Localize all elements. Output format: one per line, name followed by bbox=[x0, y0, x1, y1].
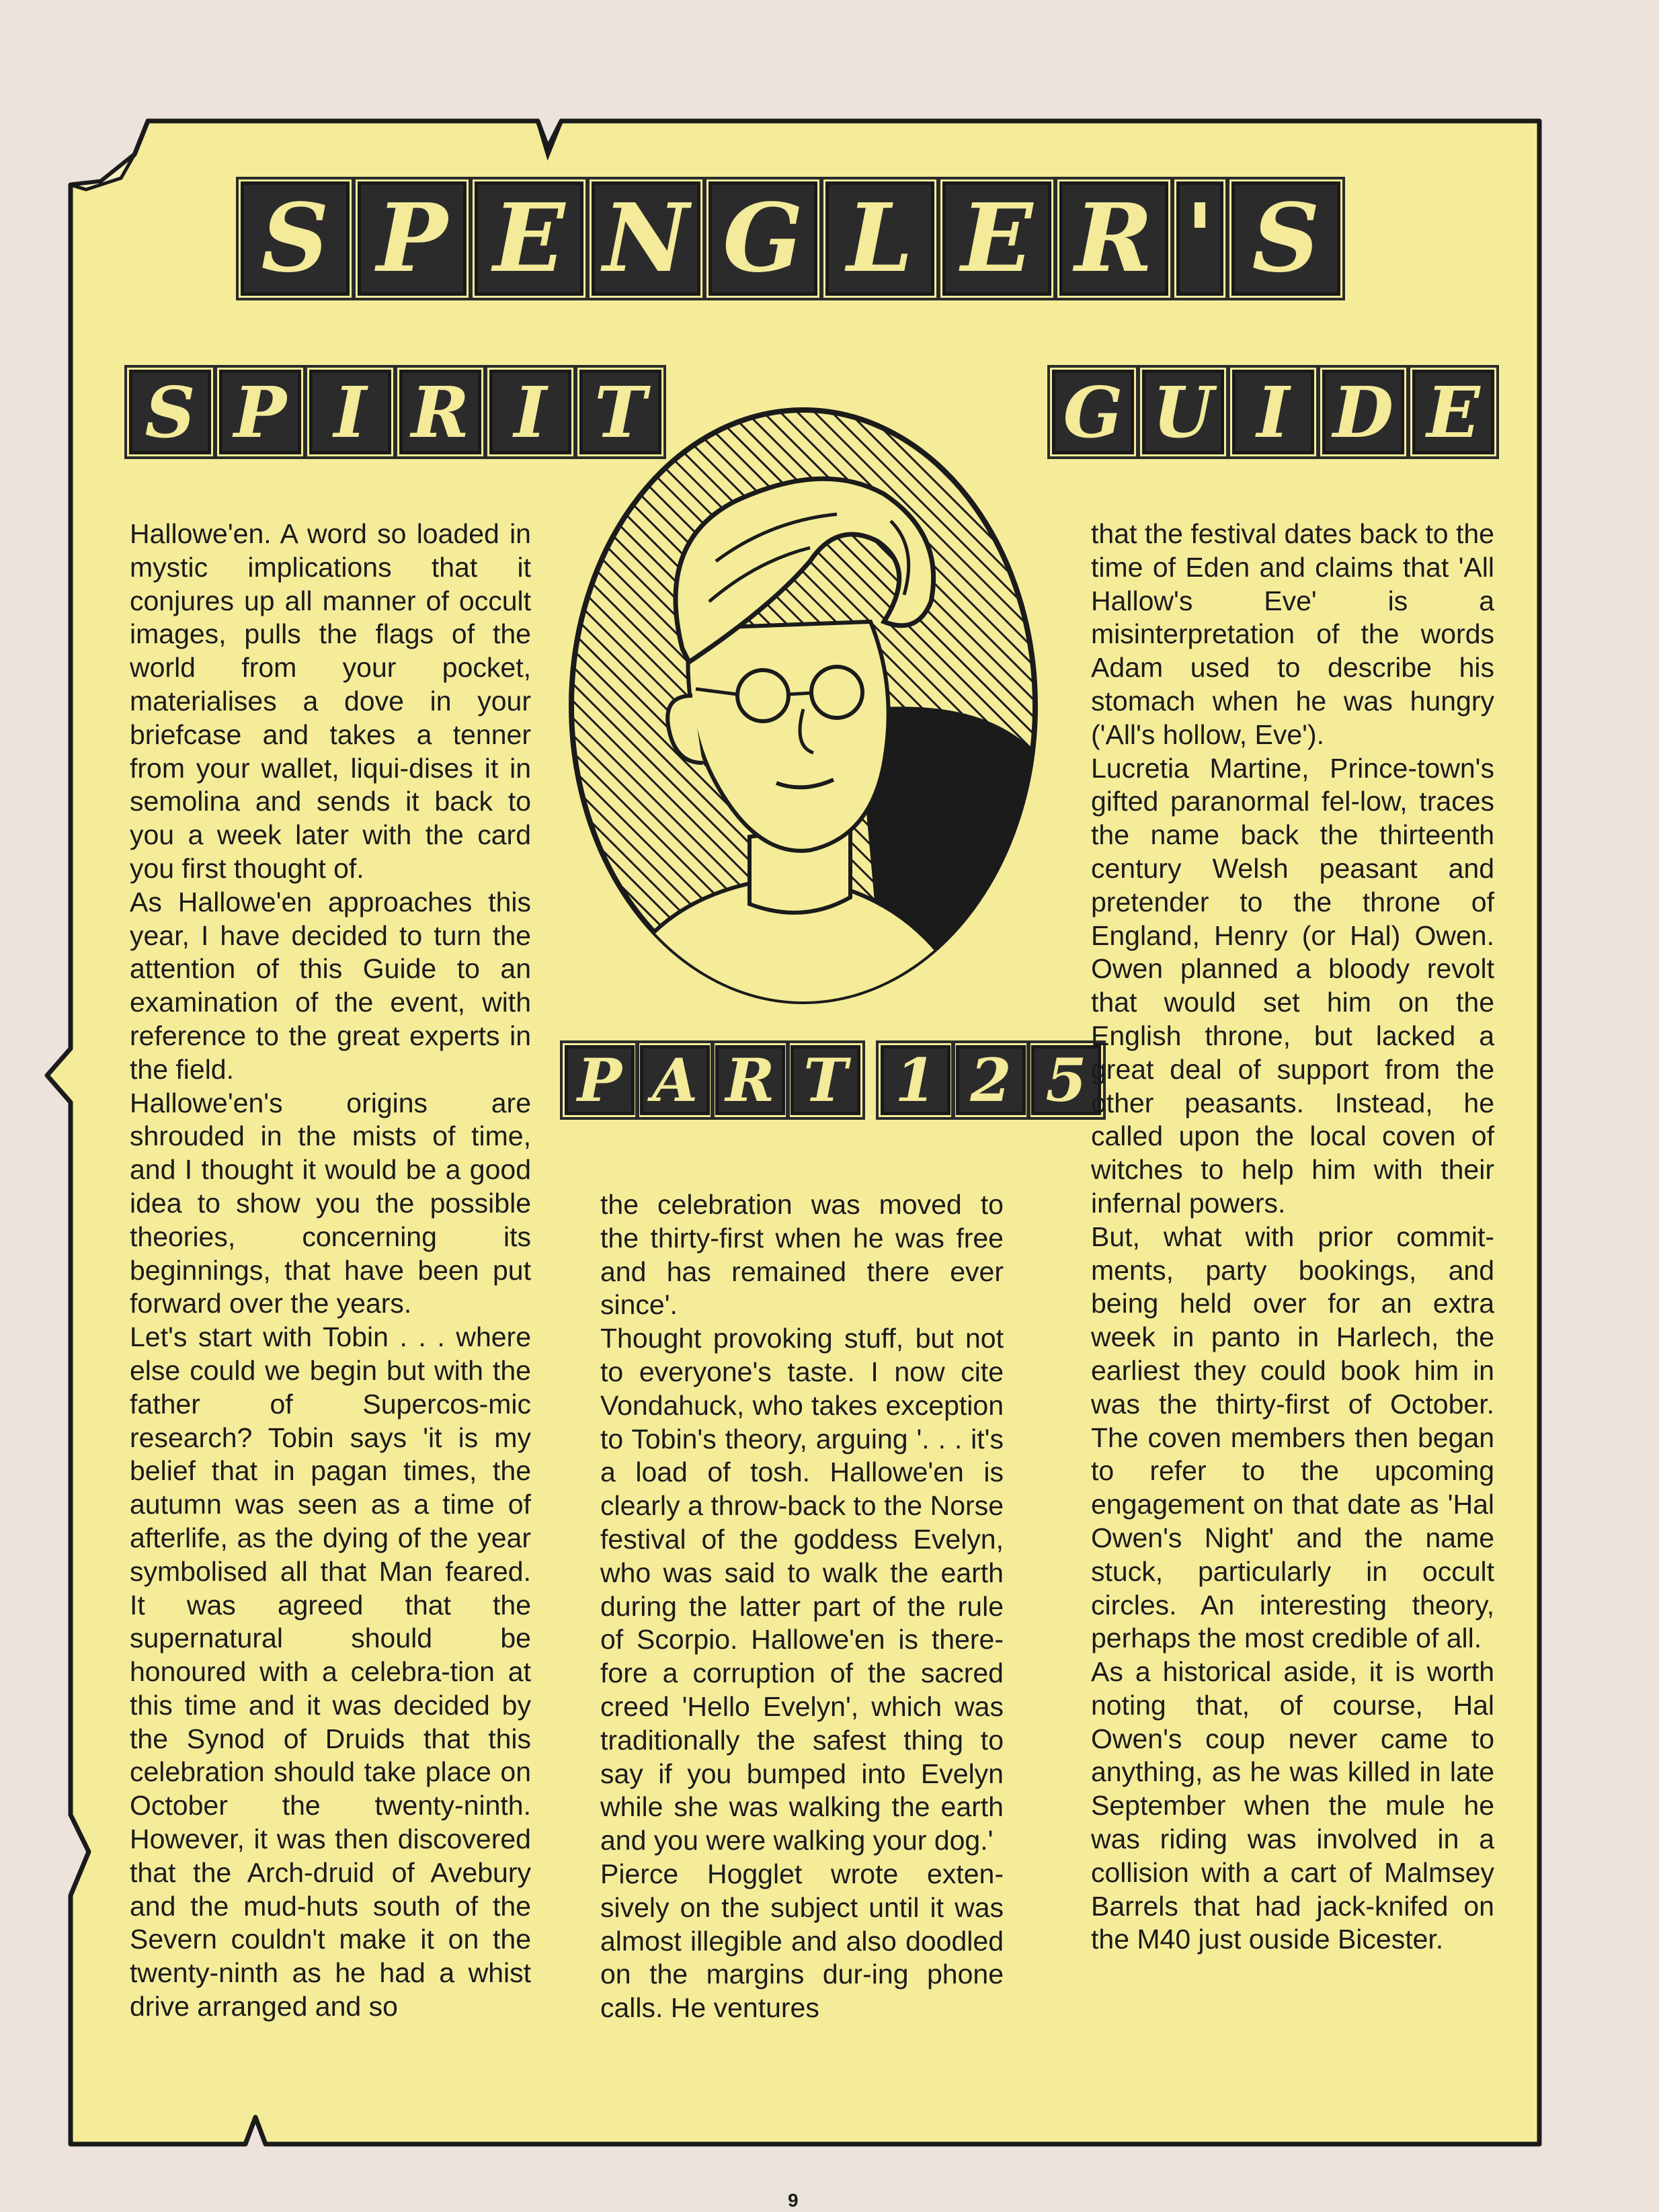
paragraph: Pierce Hogglet wrote exten-sively on the subject until it was almost illegible and also doodled on the margins dur-ing phone calls. He ventures bbox=[600, 1858, 1004, 2024]
title-tile: G bbox=[709, 181, 817, 296]
title-tile: G bbox=[1052, 370, 1134, 454]
paragraph: But, what with prior commit-ments, party bookings, and being held over for an extra week in panto in Harlech, the earliest they could book him in was the thirty-first of October. The coven members then began to refer to the upcoming engagement on that date as 'Hal Owen's Night' and the name stuck, particularly in occult circles. An interesting theory, perhaps the most credible of all. bbox=[1091, 1221, 1494, 1654]
title-tile: I bbox=[309, 370, 391, 454]
title-tile: T bbox=[579, 370, 661, 454]
paragraph: Hallowe'en. A word so loaded in mystic implications that it conjures up all manner of occult images, pulls the flags of the world from your pocket, materialises a dove in your briefcase and takes a tenner from your wallet, liqui-dises it in semolina and sends it back to you a week later with the card you first thought of. bbox=[130, 518, 531, 884]
part-number-tile: 2 bbox=[956, 1045, 1026, 1115]
title-tile: ' bbox=[1176, 181, 1223, 296]
paragraph: the celebration was moved to the thirty-first when he was free and has remained there ever since'. bbox=[600, 1189, 1004, 1321]
title-guide bbox=[1052, 370, 1494, 454]
title-tile: E bbox=[942, 181, 1051, 296]
title-tile: U bbox=[1142, 370, 1224, 454]
title-spenglers bbox=[241, 181, 1340, 296]
title-tile: D bbox=[1322, 370, 1404, 454]
title-tile: S bbox=[241, 181, 350, 296]
title-tile: E bbox=[1412, 370, 1494, 454]
paragraph: Hallowe'en's origins are shrouded in the mists of time, and I thought it would be a good idea to show you the possible theories, concerning its beginnings, that have been put forward over the years. bbox=[130, 1087, 531, 1319]
right-column bbox=[1091, 518, 1494, 1957]
part-tile: A bbox=[640, 1045, 710, 1115]
paragraph: that the festival dates back to the time of Eden and claims that 'All Hallow's Eve' is a misinterpretation of the words Adam used to describe his stomach when he was hungry ('All's hollow, Eve'). bbox=[1091, 518, 1494, 750]
title-tile: P bbox=[219, 370, 301, 454]
part-number-tile: 1 bbox=[881, 1045, 950, 1115]
title-tile: L bbox=[825, 181, 934, 296]
paragraph: Thought provoking stuff, but not to everyone's taste. I now cite Vondahuck, who takes exception to Tobin's theory, arguing '. . . it's a load of tosh. Hallowe'en is clearly a throw-back to the Norse festival of the goddess Evelyn, who was said to walk the earth during the latter part of the rule of Scorpio. Hallowe'en is there-fore a corruption of the sacred creed 'Hello Evelyn', which was traditionally the safest thing to say if you bumped into Evelyn while she was walking the earth and you were walking your dog.' bbox=[600, 1323, 1004, 1856]
title-tile: P bbox=[358, 181, 467, 296]
portrait-glasses-bridge bbox=[788, 693, 811, 694]
title-tile: I bbox=[1232, 370, 1314, 454]
title-tile: S bbox=[129, 370, 211, 454]
part-tile: P bbox=[565, 1045, 635, 1115]
part-tile: T bbox=[791, 1045, 860, 1115]
spengler-portrait-icon bbox=[568, 407, 1039, 1005]
paragraph: As Hallowe'en approaches this year, I have decided to turn the attention of this Guide to an examination of the event, with reference to the great experts in the field. bbox=[130, 886, 531, 1085]
title-tile: N bbox=[592, 181, 700, 296]
left-column bbox=[130, 518, 531, 2024]
title-tile: R bbox=[399, 370, 481, 454]
part-tile: R bbox=[715, 1045, 785, 1115]
part-number-tile: 5 bbox=[1031, 1045, 1101, 1115]
paragraph: Let's start with Tobin . . . where else could we begin but with the father of Supercos-mic research? Tobin says 'it is my belief that in pagan times, the autumn was seen as a time of afterlife, as the dying of the year symbolised all that Man feared. It was agreed that the supernatural should be honoured with a celebra-tion at this time and it was decided by the Synod of Druids that this celebration should take place on October the twenty-ninth. However, it was then discovered that the Arch-druid of Avebury and the mud-huts south of the Severn couldn't make it on the twenty-ninth as he had a whist drive arranged and so bbox=[130, 1321, 531, 2022]
title-tile: R bbox=[1059, 181, 1168, 296]
title-tile: S bbox=[1231, 181, 1340, 296]
middle-column bbox=[600, 1188, 1004, 2025]
paragraph: As a historical aside, it is worth noting that, of course, Hal Owen's coup never came to anything, as he was killed in late September when the mule he was riding was involved in a collision with a cart of Malmsey Barrels that had jack-knifed on the M40 just ouside Bicester. bbox=[1091, 1656, 1494, 1955]
part-label bbox=[565, 1045, 1101, 1115]
paragraph: Lucretia Martine, Prince-town's gifted paranormal fel-low, traces the name back the thirteenth century Welsh peasant and pretender to the throne of England, Henry (or Hal) Owen. Owen planned a bloody revolt that would set him on the English throne, but lacked a great deal of support from the other peasants. Instead, he called upon the local coven of witches to help him with their infernal powers. bbox=[1091, 752, 1494, 1219]
title-tile: E bbox=[475, 181, 583, 296]
title-tile: I bbox=[489, 370, 571, 454]
page-number: 9 bbox=[788, 2190, 799, 2211]
